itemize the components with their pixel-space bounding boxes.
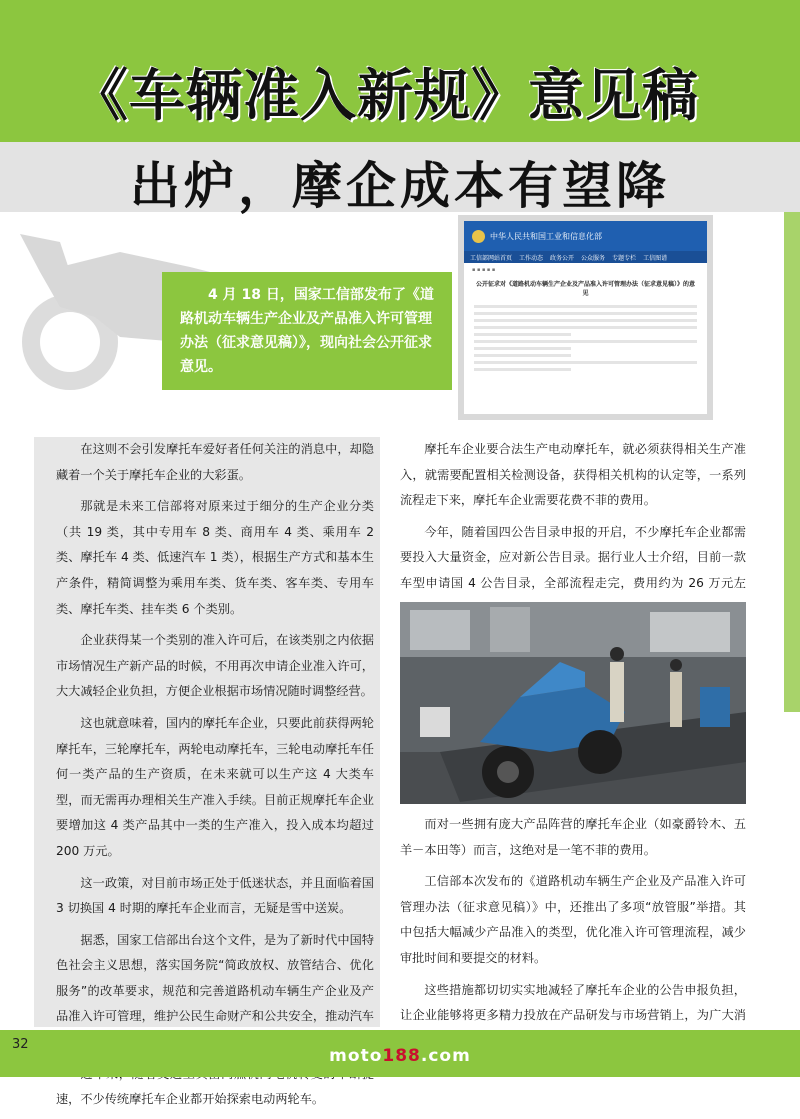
website-nav-item: 工作动态 [519,254,544,262]
text-line [474,340,697,343]
right-edge-band [784,212,800,712]
paragraph: 今年，随着国四公告目录申报的开启，不少摩托车企业都需要投入大量资金，应对新公告目录。据行业人士介绍，目前一款车型申请国 4 公告目录，全部流程走完，费用约为 26 万元左 [400,524,746,590]
watermark-accent: 188 [382,1046,421,1066]
watermark-tail: .com [420,1046,471,1066]
text-line [474,347,571,350]
text-line [474,326,697,329]
website-nav-item: 政务公开 [550,254,575,262]
right-column-top [400,437,746,628]
website-site-name: 中华人民共和国工业和信息化部 [490,231,602,241]
website-header [464,221,707,251]
website-nav-item: 工信图谱 [643,254,668,262]
ministry-website-screenshot [458,215,713,420]
text-line [474,333,571,336]
page-number: 32 [12,1037,29,1052]
paragraph: 这一政策，对目前市场正处于低迷状态，并且面临着国 3 切换国 4 时期的摩托车企业而言，无疑是雪中送炭。 [56,875,374,916]
text-line [474,354,571,357]
paragraph: 在这则不会引发摩托车爱好者任何关注的消息中，却隐藏着一个关于摩托车企业的大彩蛋。 [56,442,374,482]
text-line [474,312,697,315]
left-column [56,437,374,1119]
paragraph: 据悉，国家工信部出台这个文件，是为了新时代中国特色社会主义思想，落实国务院“简政放权、放管结合、优化服务”的改革要求，规范和完善道路机动车辆生产企业及产品准入许可管理，维护公民生命财产和公共安全，推动汽车 [56,932,374,1024]
page-subtitle: 出炉，摩企成本有望降 [130,157,670,215]
lead-text: 4 月 18 日，国家工信部发布了《道路机动车辆生产企业及产品准入许可管理办法（征求意见稿）》，现向社会公开征求意见。 [180,287,434,375]
text-line [474,319,697,322]
paragraph: 这也就意味着，国内的摩托车企业，只要此前获得两轮摩托车，三轮摩托车，两轮电动摩托车，三轮电动摩托车任何一类产品的生产资质，在未来就可以生产这 4 大类车型，而无需再办理相关生产准入手续。目前正规摩托车企业要增加这 4 类产品其中一类的生产准入，投入成本均超过 200 万元。 [56,715,374,858]
text-line [474,368,571,371]
national-emblem-icon [472,230,485,243]
website-breadcrumb: ▪ ▪ ▪ ▪ ▪ [472,267,496,273]
website-nav-item: 公众服务 [581,254,606,262]
text-line [474,361,697,364]
right-column-bottom [400,812,746,1060]
paragraph: 这些措施都切切实实地减轻了摩托车企业的公告申报负担，让企业能够将更多精力投放在产品研发与市场营销上，为广大消 [400,982,746,1023]
website-nav-item: 专题专栏 [612,254,637,262]
paragraph: 那就是未来工信部将对原来过于细分的生产企业分类（共 19 类，其中专用车 8 类、商用车 4 类、乘用车 2 类、摩托车 4 类、低速汽车 1 类），根据生产方式和基本生产条件，精简调整为乘用车类、货车类、客车类、专用车类、摩托车类、挂车类 6 个类别。 [56,499,374,616]
watermark [0,1046,800,1066]
website-nav-item: 工信部网站首页 [470,254,513,262]
paragraph: 企业获得某一个类别的准入许可后，在该类别之内依据市场情况生产新产品的时候，不用再次申请企业准入许可，大大减轻企业负担，方便企业根据市场情况随时调整经营。 [56,633,374,699]
paragraph: 速，不少传统摩托车企业都开始探索电动两轮车。 [56,1092,325,1107]
paragraph: 工信部本次发布的《道路机动车辆生产企业及产品准入许可管理办法（征求意见稿）》中，还推出了多项“放管服”举措。其中包括大幅减少产品准入的类型，优化准入许可管理流程，减少审批时间和要提交的材料。 [400,874,746,965]
paragraph: 而对一些拥有庞大产品阵营的摩托车企业（如豪爵铃木、五羊－本田等）而言，这绝对是一笔不菲的费用。 [400,817,746,857]
website-nav [464,251,707,263]
paragraph: 摩托车企业要合法生产电动摩托车，就必须获得相关生产准入，就需要配置相关检测设备，获得相关机构的认定等，一系列流程走下来，摩托车企业需要花费不菲的费用。 [400,442,746,508]
text-line [474,305,697,308]
website-document-title: 公开征求对《道路机动车辆生产企业及产品准入许可管理办法（征求意见稿）》的意见 [476,281,696,297]
factory-photo [400,602,746,804]
watermark-main: moto [329,1046,383,1066]
page-title: 《车辆准入新规》意见稿 [72,64,699,129]
